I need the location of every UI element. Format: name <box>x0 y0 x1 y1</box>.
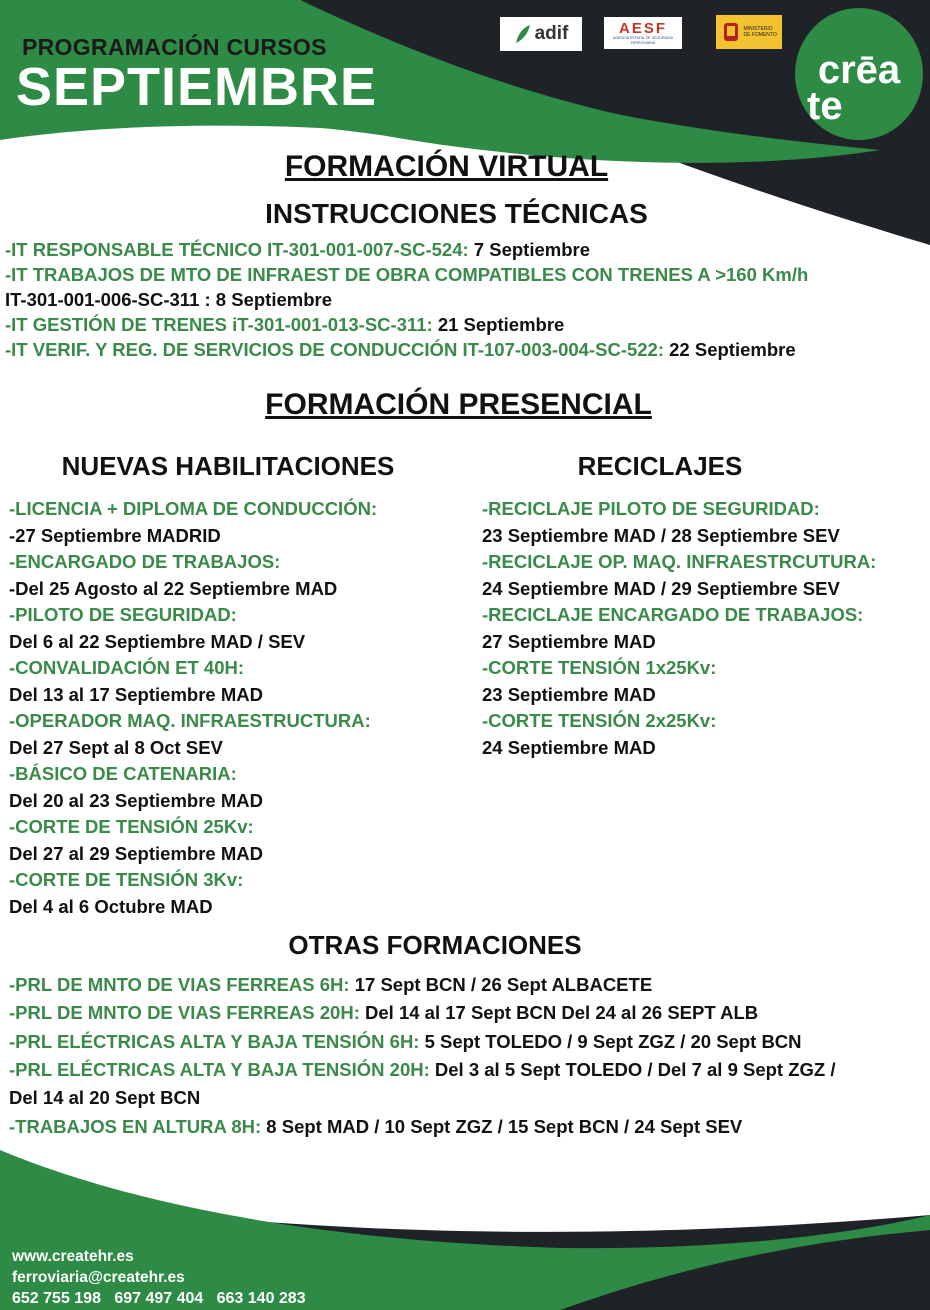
adif-text: adif <box>534 23 569 44</box>
nuevas-date: Del 6 al 22 Septiembre MAD / SEV <box>9 630 306 652</box>
virtual-subtitle: INSTRUCCIONES TÉCNICAS <box>265 198 648 229</box>
nuevas-date: Del 27 al 29 Septiembre MAD <box>9 842 263 864</box>
presencial-title: FORMACIÓN PRESENCIAL <box>265 388 652 421</box>
footer-web-link[interactable]: www.createhr.es <box>12 1248 134 1265</box>
nuevas-label: -OPERADOR MAQ. INFRAESTRUCTURA: <box>9 710 371 731</box>
reciclajes-label: -RECICLAJE OP. MAQ. INFRAESTRCUTURA: <box>482 551 877 572</box>
create-logo <box>795 8 923 140</box>
nuevas-date: Del 13 al 17 Septiembre MAD <box>9 683 263 705</box>
virtual-item: IT-301-001-006-SC-311 : 8 Septiembre <box>5 289 332 310</box>
nuevas-list <box>9 496 377 920</box>
otras-item: Del 14 al 20 Sept BCN <box>9 1087 201 1108</box>
reciclajes-date: 27 Septiembre MAD <box>482 630 656 652</box>
reciclajes-list <box>482 496 876 761</box>
adif-leaf-icon <box>514 23 532 45</box>
reciclajes-date: 24 Septiembre MAD / 29 Septiembre SEV <box>482 577 840 599</box>
nuevas-label: -LICENCIA + DIPLOMA DE CONDUCCIÓN: <box>9 498 378 519</box>
nuevas-title: NUEVAS HABILITACIONES <box>61 451 395 481</box>
virtual-item: -IT VERIF. Y REG. DE SERVICIOS DE CONDUCCIÓN IT-107-003-004-SC-522: 22 Septiembre <box>5 339 796 360</box>
ministerio-logo <box>716 15 782 49</box>
ministerio-text: MINISTERIO DE FOMENTO <box>743 26 777 38</box>
otras-item: -PRL DE MNTO DE VIAS FERREAS 20H: Del 14 al 17 Sept BCN Del 24 al 26 SEPT ALB <box>9 1002 759 1023</box>
create-logo-line2: te <box>807 84 843 128</box>
nuevas-date: Del 20 al 23 Septiembre MAD <box>9 789 263 811</box>
aesf-text: AESF <box>618 19 667 37</box>
aesf-subtext: AGENCIA ESTATAL DE SEGURIDAD FERROVIARIA <box>612 35 674 45</box>
nuevas-label: -PILOTO DE SEGURIDAD: <box>9 604 237 625</box>
reciclajes-label: -RECICLAJE PILOTO DE SEGURIDAD: <box>482 498 820 519</box>
nuevas-date: -Del 25 Agosto al 22 Septiembre MAD <box>9 577 338 599</box>
header-subtitle: PROGRAMACIÓN CURSOS <box>22 34 327 60</box>
reciclajes-label: -CORTE TENSIÓN 1x25Kv: <box>482 657 717 678</box>
virtual-item: -IT GESTIÓN DE TRENES iT-301-001-013-SC-311: 21 Septiembre <box>5 314 565 335</box>
reciclajes-label: -CORTE TENSIÓN 2x25Kv: <box>482 710 717 731</box>
coat-of-arms-icon <box>721 20 741 44</box>
nuevas-date: Del 27 Sept al 8 Oct SEV <box>9 736 223 758</box>
header-month: SEPTIEMBRE <box>16 57 378 117</box>
footer-phones: 652 755 198 697 497 404 663 140 283 <box>12 1290 306 1307</box>
reciclajes-date: 23 Septiembre MAD / 28 Septiembre SEV <box>482 524 840 546</box>
create-logo-line1: crēa <box>817 48 901 92</box>
otras-item: -TRABAJOS EN ALTURA 8H: 8 Sept MAD / 10 Sept ZGZ / 15 Sept BCN / 24 Sept SEV <box>9 1116 743 1137</box>
nuevas-date: -27 Septiembre MADRID <box>9 524 221 546</box>
nuevas-label: -BÁSICO DE CATENARIA: <box>9 763 237 784</box>
aesf-logo <box>604 17 682 49</box>
reciclajes-date: 23 Septiembre MAD <box>482 683 656 705</box>
nuevas-label: -CONVALIDACIÓN ET 40H: <box>9 657 245 678</box>
virtual-item: -IT TRABAJOS DE MTO DE INFRAEST DE OBRA COMPATIBLES CON TRENES A >160 Km/h <box>5 264 809 285</box>
adif-logo <box>500 17 582 51</box>
footer-email-link[interactable]: ferroviaria@createhr.es <box>12 1269 185 1286</box>
nuevas-label: -CORTE DE TENSIÓN 3Kv: <box>9 869 244 890</box>
otras-item: -PRL DE MNTO DE VIAS FERREAS 6H: 17 Sept BCN / 26 Sept ALBACETE <box>9 974 653 995</box>
nuevas-label: -ENCARGADO DE TRABAJOS: <box>9 551 281 572</box>
reciclajes-label: -RECICLAJE ENCARGADO DE TRABAJOS: <box>482 604 864 625</box>
nuevas-date: Del 4 al 6 Octubre MAD <box>9 895 213 917</box>
reciclajes-date: 24 Septiembre MAD <box>482 736 656 758</box>
virtual-item: -IT RESPONSABLE TÉCNICO IT-301-001-007-SC-524: 7 Septiembre <box>5 239 590 260</box>
otras-item: -PRL ELÉCTRICAS ALTA Y BAJA TENSIÓN 20H: Del 3 al 5 Sept TOLEDO / Del 7 al 9 Sept ZGZ / <box>9 1059 836 1080</box>
otras-item: -PRL ELÉCTRICAS ALTA Y BAJA TENSIÓN 6H: 5 Sept TOLEDO / 9 Sept ZGZ / 20 Sept BCN <box>9 1031 802 1052</box>
nuevas-label: -CORTE DE TENSIÓN 25Kv: <box>9 816 254 837</box>
virtual-title: FORMACIÓN VIRTUAL <box>284 150 609 183</box>
otras-title: OTRAS FORMACIONES <box>288 930 582 960</box>
reciclajes-title: RECICLAJES <box>577 451 743 481</box>
